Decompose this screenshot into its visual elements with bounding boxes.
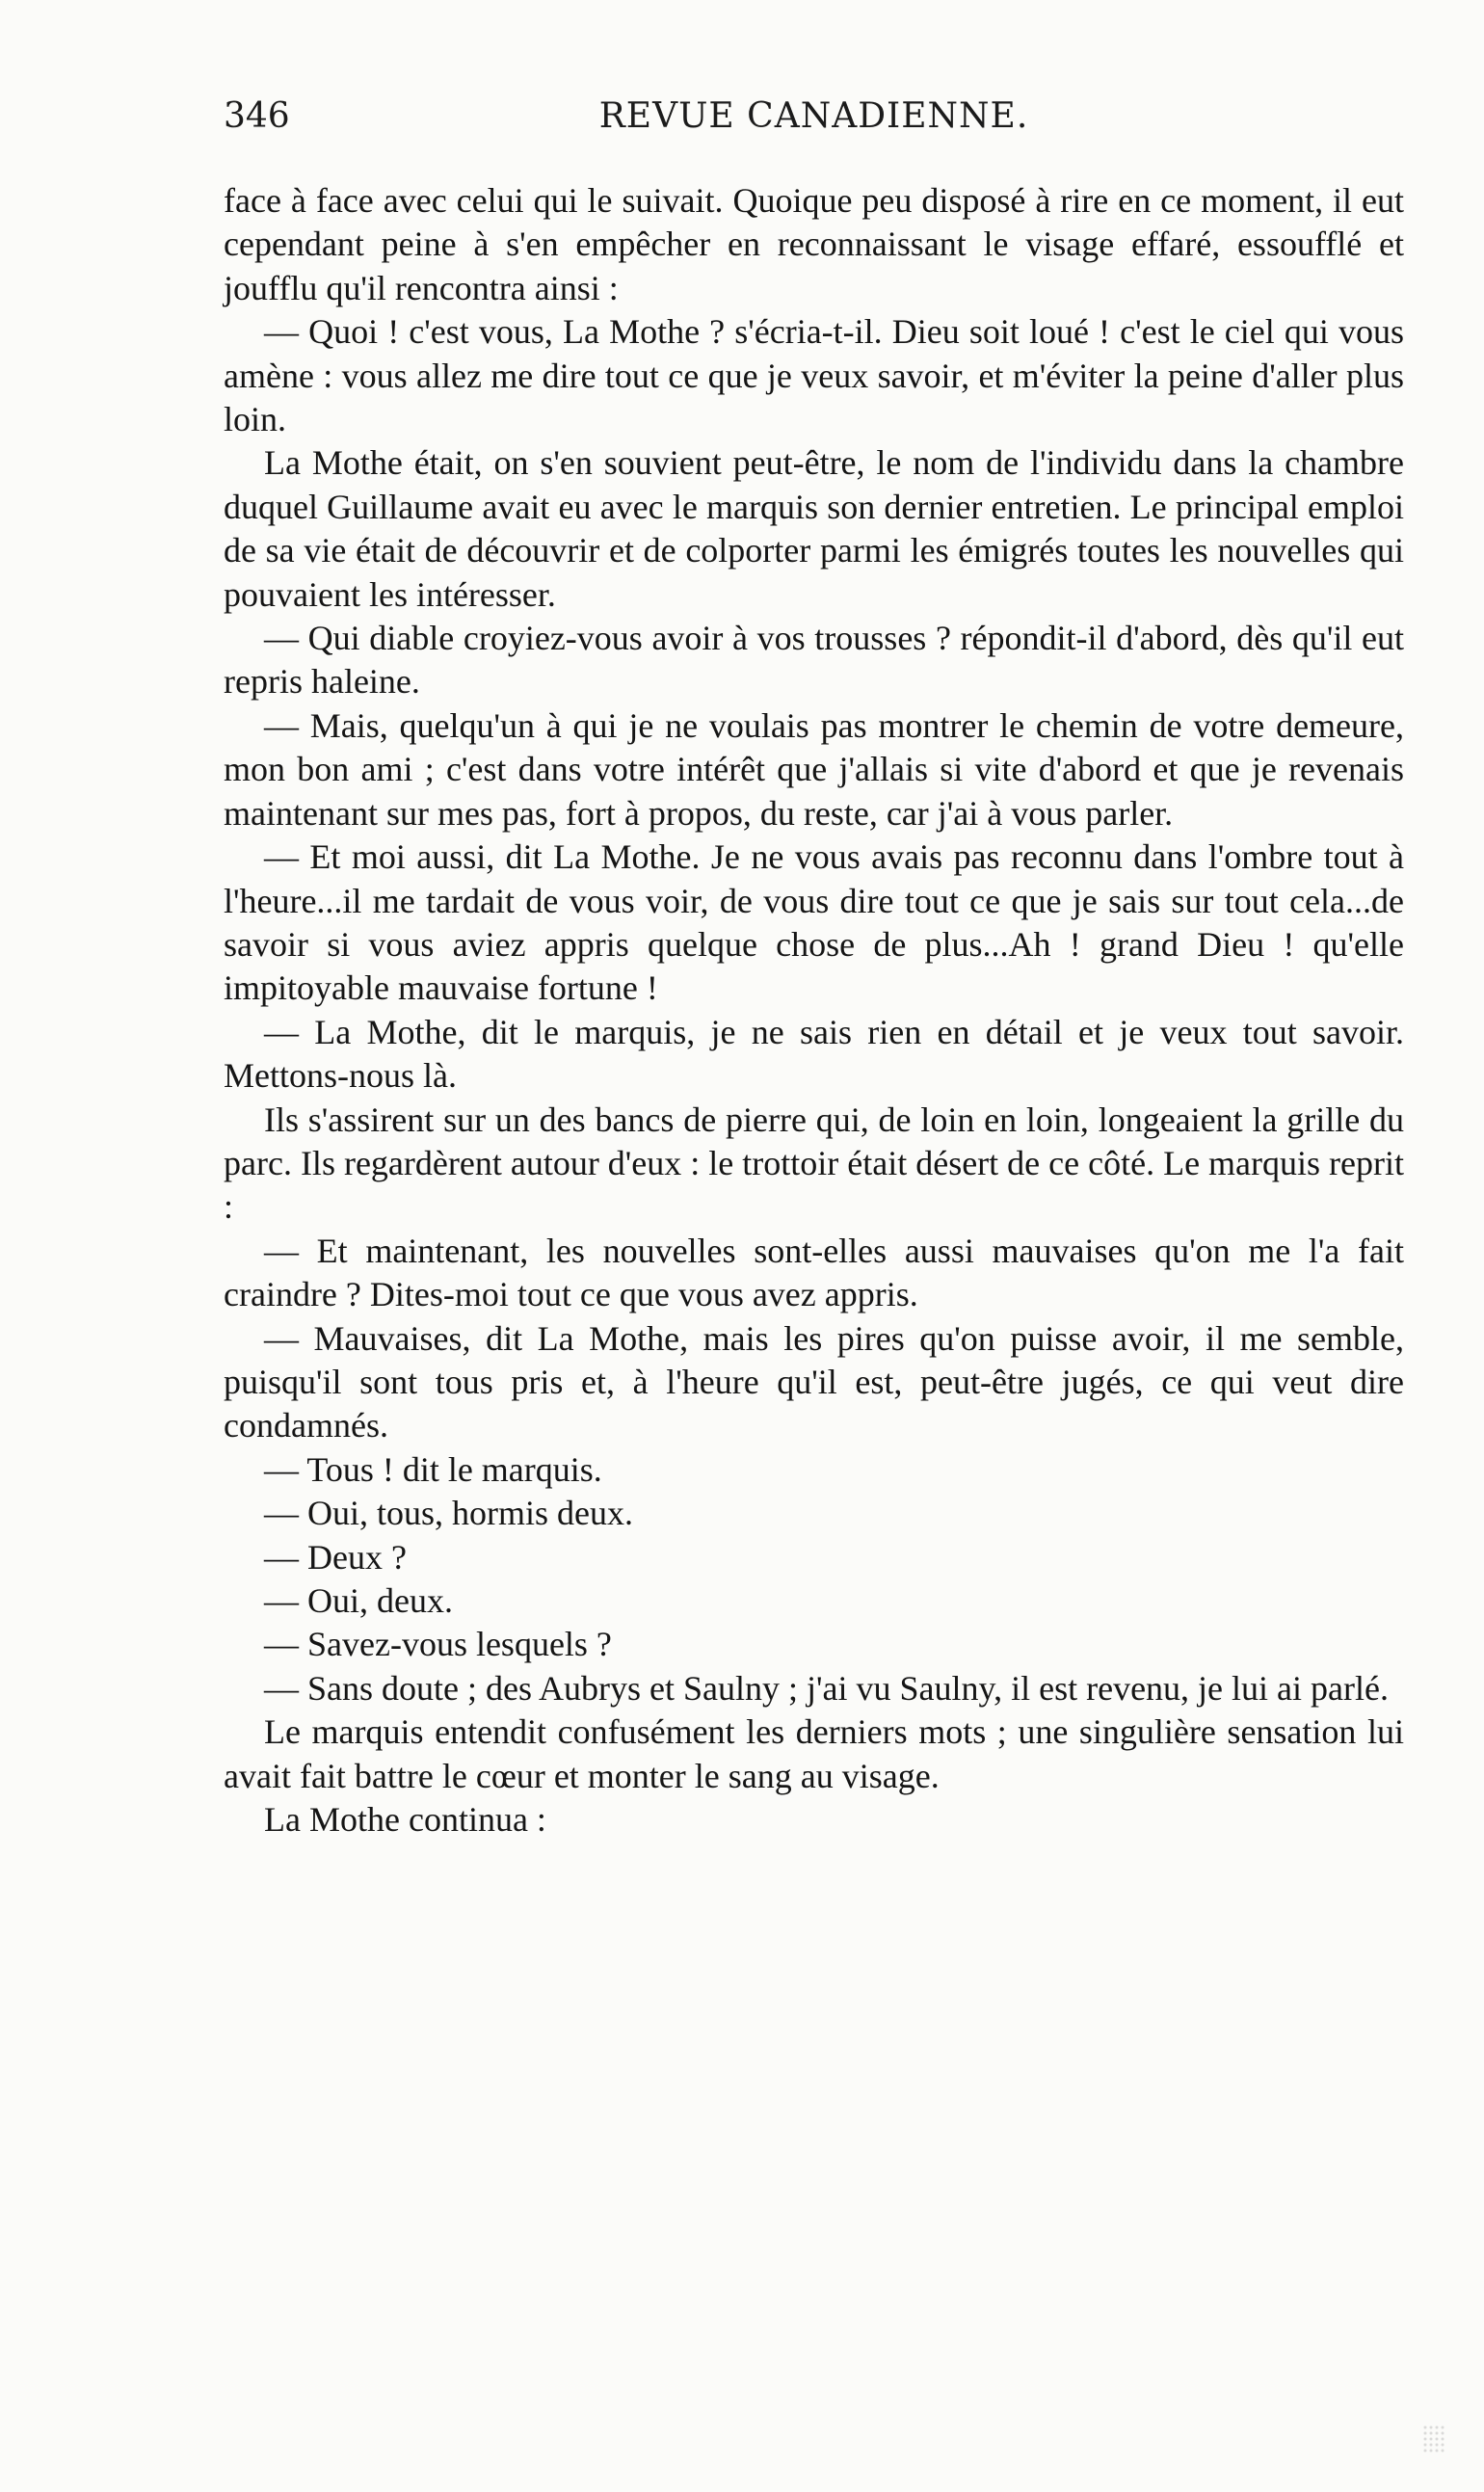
paragraph: — Mauvaises, dit La Mothe, mais les pires qu'on puisse avoir, il me semble, puisqu'il sont tous pris et, à l'heure qu'il est, peut-être jugés, ce qui veut dire condamnés. bbox=[224, 1318, 1404, 1445]
page-number: 346 bbox=[224, 96, 290, 136]
paragraph: Le marquis entendit confusément les derniers mots ; une singulière sensation lui avait fait battre le cœur et monter le sang au visage. bbox=[224, 1712, 1404, 1795]
paragraph: — Oui, deux. bbox=[264, 1581, 453, 1620]
paragraph: — Quoi ! c'est vous, La Mothe ? s'écria-t-il. Dieu soit loué ! c'est le ciel qui vous amène : vous allez me dire tout ce que je veux savoir, et m'éviter la peine d'aller plus loin. bbox=[224, 312, 1404, 439]
paragraph: face à face avec celui qui le suivait. Quoique peu disposé à rire en ce moment, il eut cependant peine à s'en empêcher en reconnaissant le visage effaré, essoufflé et joufflu qu'il rencontra ainsi : bbox=[224, 181, 1404, 307]
paragraph: — Tous ! dit le marquis. bbox=[264, 1449, 602, 1489]
paragraph: — Deux ? bbox=[264, 1537, 407, 1577]
paragraph: — Mais, quelqu'un à qui je ne voulais pas montrer le chemin de votre demeure, mon bon ami ; c'est dans votre intérêt que j'allais si vite d'abord et que je revenais maintenant sur mes pas, fort à propos, du reste, car j'ai à vous parler. bbox=[224, 705, 1404, 833]
paragraph: — Et moi aussi, dit La Mothe. Je ne vous avais pas reconnu dans l'ombre tout à l'heure...il me tardait de vous voir, de vous dire tout ce que je sais sur tout cela...de savoir si vous aviez appris quelque chose de plus...Ah ! grand Dieu ! qu'elle impitoyable mauvaise fortune ! bbox=[224, 837, 1404, 1008]
paper-speck bbox=[1422, 2425, 1445, 2453]
paragraph: — Oui, tous, hormis deux. bbox=[264, 1494, 633, 1533]
paragraph: — Savez-vous lesquels ? bbox=[264, 1625, 612, 1664]
paragraph: — Qui diable croyiez-vous avoir à vos trousses ? répondit-il d'abord, dès qu'il eut repris haleine. bbox=[224, 619, 1404, 702]
paragraph: — Et maintenant, les nouvelles sont-elles aussi mauvaises qu'on me l'a fait craindre ? Dites-moi tout ce que vous avez appris. bbox=[224, 1231, 1404, 1314]
body-text bbox=[224, 179, 1404, 1842]
paragraph: Ils s'assirent sur un des bancs de pierre qui, de loin en loin, longeaient la grille du parc. Ils regardèrent autour d'eux : le trottoir était désert de ce côté. Le marquis reprit : bbox=[224, 1100, 1404, 1227]
running-head: REVUE CANADIENNE. bbox=[598, 96, 1029, 136]
paragraph: La Mothe continua : bbox=[264, 1800, 546, 1840]
paragraph: — La Mothe, dit le marquis, je ne sais rien en détail et je veux tout savoir. Mettons-nous là. bbox=[224, 1012, 1404, 1096]
page-header bbox=[224, 96, 1404, 154]
paragraph: La Mothe était, on s'en souvient peut-être, le nom de l'individu dans la chambre duquel Guillaume avait eu avec le marquis son dernier entretien. Le principal emploi de sa vie était de découvrir et de colporter parmi les émigrés toutes les nouvelles qui pouvaient les intéresser. bbox=[224, 443, 1404, 614]
paragraph: — Sans doute ; des Aubrys et Saulny ; j'ai vu Saulny, il est revenu, je lui ai parlé. bbox=[264, 1668, 1389, 1708]
